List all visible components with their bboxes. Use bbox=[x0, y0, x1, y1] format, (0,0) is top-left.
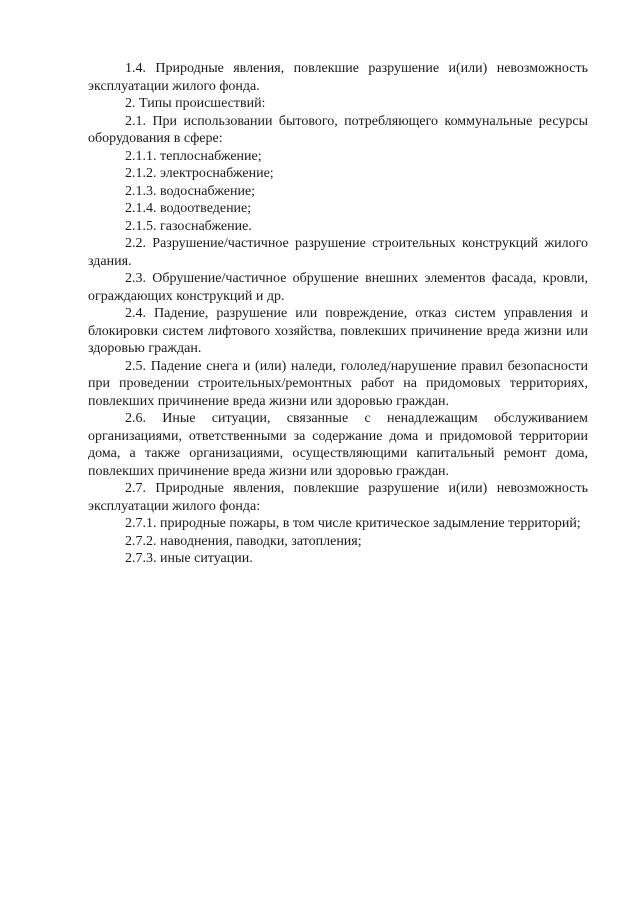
list-item-2-1-2: 2.1.2. электроснабжение; bbox=[125, 166, 274, 181]
paragraph-2-5: 2.5. Падение снега и (или) наледи, гололед/нарушение правил безопасности при проведении строительных/ремонтных работ на придомовых территориях, повлекших причинение вреда жизни или здоровью граждан. bbox=[88, 358, 588, 409]
paragraph-2-2: 2.2. Разрушение/частичное разрушение строительных конструкций жилого здания. bbox=[88, 236, 588, 269]
section-2-heading: 2. Типы происшествий: bbox=[125, 96, 266, 111]
paragraph-1-4: 1.4. Природные явления, повлекшие разрушение и(или) невозможность эксплуатации жилого фонда. bbox=[88, 61, 588, 94]
list-item-2-7-3: 2.7.3. иные ситуации. bbox=[125, 551, 253, 566]
paragraph-2-4: 2.4. Падение, разрушение или повреждение, отказ систем управления и блокировки систем лифтового хозяйства, повлекших причинение вреда жизни или здоровью граждан. bbox=[88, 306, 588, 356]
list-item-2-1-3: 2.1.3. водоснабжение; bbox=[125, 183, 256, 199]
document-body bbox=[88, 60, 588, 568]
list-item-2-1-4: 2.1.4. водоотведение; bbox=[125, 201, 252, 216]
list-item-2-1-1: 2.1.1. теплоснабжение; bbox=[125, 148, 262, 164]
list-item-2-1-5: 2.1.5. газоснабжение. bbox=[125, 218, 252, 234]
list-item-2-7-1: 2.7.1. природные пожары, в том числе критическое задымление территорий; bbox=[125, 516, 581, 531]
paragraph-2-6: 2.6. Иные ситуации, связанные с ненадлежащим обслуживанием организациями, ответственными за содержание дома и придомовой территории дома, а также организациями, осуществляющими капитальный ремонт дома, повлекших причинение вреда жизни или здоровью граждан. bbox=[88, 411, 588, 479]
paragraph-2-3: 2.3. Обрушение/частичное обрушение внешних элементов фасада, кровли, ограждающих конструкций и др. bbox=[88, 271, 588, 304]
paragraph-2-1: 2.1. При использовании бытового, потребляющего коммунальные ресурсы оборудования в сфере: bbox=[88, 113, 588, 146]
paragraph-2-7: 2.7. Природные явления, повлекшие разрушение и(или) невозможность эксплуатации жилого фонда: bbox=[88, 481, 588, 514]
list-item-2-7-2: 2.7.2. наводнения, паводки, затопления; bbox=[125, 533, 362, 549]
